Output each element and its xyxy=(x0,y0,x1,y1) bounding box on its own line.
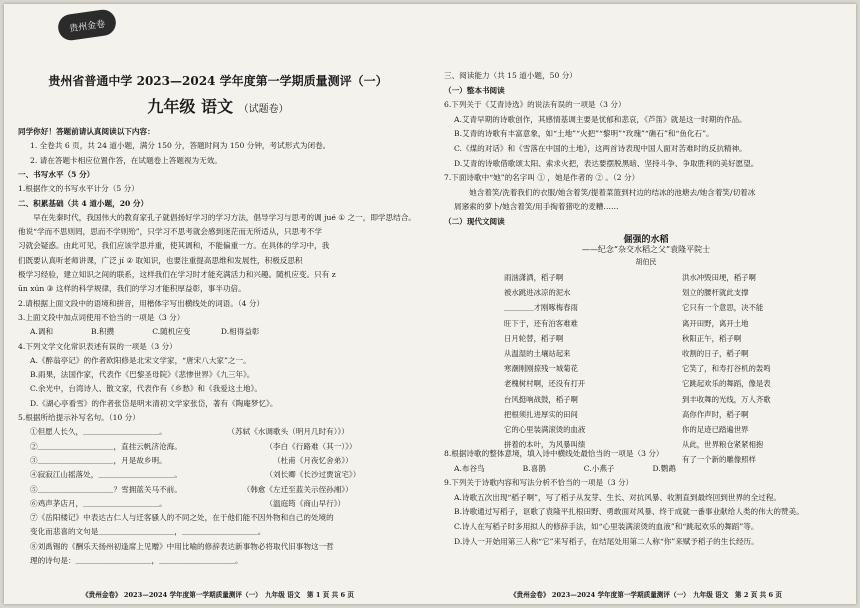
poem-subtitle: ——纪念“杂交水稻之父”袁隆平院士 xyxy=(581,245,711,254)
exam-sheet xyxy=(4,4,856,604)
poem-line: 把根须扎进厚实的田间 xyxy=(504,409,578,419)
poem-line: 从此，世界粮仓紧紧相抱 xyxy=(682,440,764,450)
text-line: C.余光中，台湾诗人、散文家，代表作有《乡愁》和《我爱这土地》。 xyxy=(30,384,262,394)
text-line: 1. 全卷共 6 页，共 24 道小题，满分 150 分，答题时间为 150 分钟，考试形式为闭卷。 xyxy=(30,141,331,151)
text-line: 3.上面文段中加点词使用不恰当的一项是（3 分） xyxy=(18,312,185,322)
poem-author: 胡伯民 xyxy=(635,258,657,266)
poem-line: 离开田野，离开土地 xyxy=(682,318,749,328)
poem-line: 被水跳进冰凉的泥水 xyxy=(504,288,571,298)
text-line: 她含着笑/洗着我们的衣服/她含着笑/提着菜篮到村边的结冰的池塘去/她含着笑/切着冰 xyxy=(454,187,756,197)
poem-line: 拼着的本叶，为风暴叫绩 xyxy=(504,440,586,450)
text-line: 4.下列文学文化常识表述有误的一项是（3 分） xyxy=(18,341,177,351)
poem-title: 倔强的水稻 xyxy=(623,235,669,245)
text-line: 5.根据所给提示补写名句。（10 分） xyxy=(18,413,140,422)
poem-line: 它跳起欢乐的舞蹈，像是表 xyxy=(682,379,771,389)
poem-line: 它只有一个意思，决不能 xyxy=(682,303,764,313)
text-line: D.艾青的诗歌借歌颂太阳、索求火把，表达要摆脱黑暗、坚持斗争、争取胜利的美好愿望。 xyxy=(454,158,759,168)
subject-name: 九年级 语文 xyxy=(147,97,233,116)
text-line: 9.下列关于诗歌内容和写法分析不恰当的一项是（3 分） xyxy=(444,478,634,488)
text-line: D.诗人一开始用第三人称“它”来写稻子，在结尾处用第二人称“你”来赋予稻子的生长经历。 xyxy=(454,536,759,546)
text-line: ⑧刘禹锡的《酬乐天扬州初逢席上见赠》中用比喻的修辞表达新事物必将取代旧事物这一哲 xyxy=(30,541,334,551)
text-line: 7.下面诗歌中“她”的名字叫 ① ，她是作者的 ② 。（2 分） xyxy=(444,173,640,183)
text-line: 二、积累基础（共 4 道小题，20 分） xyxy=(18,198,149,208)
text-line: 三、阅读能力（共 15 道小题，50 分） xyxy=(444,71,577,80)
poem-line: 你的足迹已踏遍世界 xyxy=(682,425,749,434)
text-line: D.《湖心亭看雪》的作者张岱是明末清初文学家张岱，著有《陶庵梦忆》。 xyxy=(30,398,278,408)
poem-line: 它的心里装满滚烫的血液 xyxy=(504,425,586,434)
text-line: 理的诗句是：＿＿＿＿＿＿＿＿＿＿，＿＿＿＿＿＿＿＿＿＿。 xyxy=(30,556,243,565)
text-line: 8.根据诗歌的整体意境，填入诗中横线处最恰当的一项是（3 分） xyxy=(444,449,664,458)
text-line: ③＿＿＿＿＿＿＿＿＿＿，月是故乡明。 （杜甫《月夜忆舍弟》） xyxy=(30,455,353,465)
subject-title xyxy=(18,94,418,117)
text-line: ūn xún ③ 这样的科学规律，我们的学习才能积厚益彰，事半功倍。 xyxy=(18,284,246,294)
text-line: 2. 请在答题卡相应位置作答，在试题卷上答题视为无效。 xyxy=(30,155,222,165)
text-line: 屑窸索的萝卜/她含着笑/用手掏着猪吃的麦糟…… xyxy=(454,202,619,212)
text-line: B.诗歌通过写稻子，讴歌了袁隆平扎根田野、勇敢面对风暴、终于成就一番事业献给人类的伟大的赞美。 xyxy=(454,507,804,517)
poem-line: 划立的腰杆就此支撑 xyxy=(682,288,749,298)
page-1 xyxy=(18,4,418,604)
poem-line: 洪水冲毁田埂，稻子啊 xyxy=(682,273,756,282)
brand-badge: 贵州金卷 xyxy=(56,8,117,42)
poem-line: 日月轮替，稻子啊 xyxy=(504,333,564,343)
text-line: C.诗人在写稻子时多用拟人的修辞手法，如“心里装满滚烫的血液”和“跳起欢乐的舞蹈”等。 xyxy=(454,522,759,531)
text-line: C.《煤的对话》和《雪落在中国的土地》，这两首诗表现中国人面对苦难时的反抗精神。 xyxy=(454,144,747,153)
text-line: ⑦《岳阳楼记》中表达古仁人与迁客骚人的不同之处，在于他们能不因外物和自己的处境的 xyxy=(30,513,334,523)
text-line: A.调和 B.积攒 C.随机应变 D.相得益彰 xyxy=(30,327,260,337)
text-line: B.艾青的诗歌有丰富意象，如“土地”“火把”“黎明”“玫瑰”“礁石”和“鱼化石”。 xyxy=(454,129,714,139)
text-line: A.诗歌五次出现“稻子啊”，写了稻子从发芽、生长、对抗风暴、收割直到最终回到世界的全过程。 xyxy=(454,492,782,502)
text-line: 习就会疑惑。由此可见，我们应该学思并重，使其调和，不能偏重一方。在具体的学习中，我 xyxy=(18,241,330,251)
poem-line: 寒潮刚刚掠残一城菊花 xyxy=(504,364,578,374)
poem-line: 到丰收舞的光线，万人齐歌 xyxy=(682,394,771,404)
poem-line: 雨汹潇洒，稻子啊 xyxy=(504,273,564,282)
page-2-footer: 《贵州金卷》 2023—2024 学年度第一学期质量测评（一） 九年级 语文 第 2 页 共 6 页 xyxy=(510,591,782,599)
text-line: （二）现代文阅读 xyxy=(444,217,505,226)
poem-line: 它笑了，和寿打谷机的轰鸣 xyxy=(682,364,771,374)
poem-line: 收割的日子，稻子啊 xyxy=(682,349,749,358)
text-line: 们既要认真听老师讲课，广泛 jí ② 取知识，也要注重提高思维和发展性，积极反思积 xyxy=(18,255,303,265)
text-line: 同学你好！答题前请认真阅读以下内容： xyxy=(18,127,155,136)
text-line: （一）整本书阅读 xyxy=(444,85,505,95)
poem-line: 高你作声时，稻子啊 xyxy=(682,409,749,419)
poem-line: ＿＿＿＿才刚啄梅春雨 xyxy=(504,303,578,313)
text-line: ②＿＿＿＿＿＿＿＿＿＿，直挂云帆济沧海。 （李白《行路难（其一）》） xyxy=(30,441,357,451)
text-line: 变化而悲喜的文句是＿＿＿＿＿＿＿＿＿＿，＿＿＿＿＿＿＿＿＿＿。 xyxy=(30,527,266,537)
page-2 xyxy=(444,4,848,604)
text-line: 一、书写水平（5 分） xyxy=(18,169,95,179)
poem-line: 从温湿的土壤站起来 xyxy=(504,349,571,358)
text-line: 6.下列关于《艾青诗选》的说法有误的一项是（3 分） xyxy=(444,100,626,110)
text-line: A.艾青早期的诗歌创作，其感情基调主要是忧郁和悲哀，《芦笛》就是这一时期的作品。 xyxy=(454,114,747,124)
poem-line: 秋阳正午，稻子啊 xyxy=(682,333,742,343)
text-line: ⑤＿＿＿＿＿＿＿＿＿＿？雪拥蓝关马不前。 （韩愈《左迁至蓝关示侄孙湘》） xyxy=(30,484,353,494)
poem-line: 有了一个新的雕像照样 xyxy=(682,455,756,465)
poem-line: 老槐树村啊，还没有打开 xyxy=(504,379,586,389)
text-line: ①但愿人长久，＿＿＿＿＿＿＿＿＿＿。 （苏轼《水调歌头（明月几时有）》） xyxy=(30,427,349,437)
text-line: A.《醉翁亭记》的作者欧阳修是北宋文学家，“唐宋八大家”之一。 xyxy=(30,355,251,365)
exam-title: 贵州省普通中学 2023—2024 学年度第一学期质量测评（一） xyxy=(48,74,388,88)
text-line: ⑥鸡声茅店月，＿＿＿＿＿＿＿＿＿＿。 （温庭筠《商山早行》） xyxy=(30,498,346,508)
text-line: A.布谷鸟 B.喜鹊 C.小燕子 D.鹦鹉 xyxy=(454,463,676,473)
poem-line: 旺下于，还有泊客难难 xyxy=(504,318,578,328)
text-line: ④寂寂江山摇落处，＿＿＿＿＿＿＿＿＿＿。 （刘长卿《长沙过贾谊宅》） xyxy=(30,470,361,480)
text-line: 早在先秦时代，我国伟大的教育家孔子就倡扬好学习的学习方法，倡导学习与思考的调 jué ① 之一，即学思结合。 xyxy=(18,212,416,222)
text-line: 1.根据作文的书写水平计分（5 分） xyxy=(18,184,139,194)
poem-line: 台风挺响战鼓，稻子啊 xyxy=(504,394,578,404)
text-line: 他说“学而不思则罔，思而不学则殆”，只学习不思考就会感到迷茫而无所适从，只思考不学 xyxy=(18,227,322,237)
subject-note: （试题卷） xyxy=(238,104,289,115)
text-line: B.雨果，法国作家，代表作《巴黎圣母院》《悲惨世界》《九三年》。 xyxy=(30,370,255,380)
page-1-footer: 《贵州金卷》 2023—2024 学年度第一学期质量测评（一） 九年级 语文 第 1 页 共 6 页 xyxy=(82,591,354,599)
text-line: 2.请根据上面文段中的语境和拼音，用楷体字写出横线处的词语。（4 分） xyxy=(18,298,265,308)
text-line: 极学习经验，建立知识之间的联系，这样我们在学习时才能充满活力和兴趣。随机应变。只有 z xyxy=(18,270,336,279)
